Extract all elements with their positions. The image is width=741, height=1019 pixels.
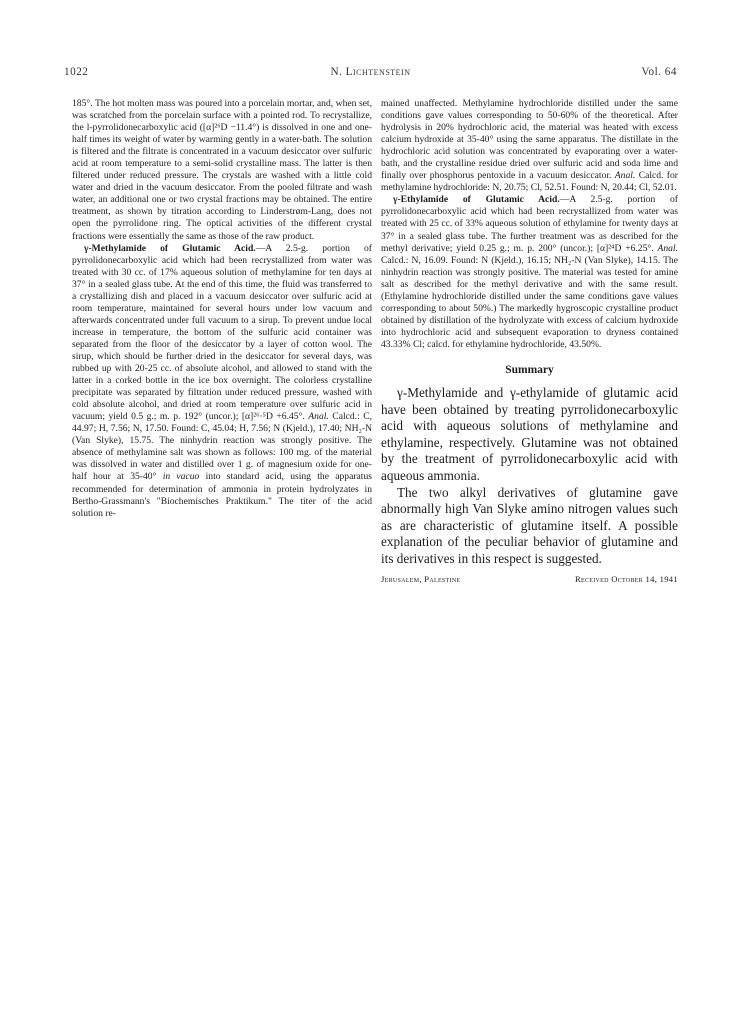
page-number: 1022	[64, 66, 89, 78]
methylamide-text-c: into standard acid, using the apparatus recommended for determination of ammonia in protein hydrolyzates in Bertho-Grassmann's "Biochemisches Praktikum." The titer of the acid solution re-	[72, 471, 372, 519]
methylamide-text-a: —A 2.5-g. portion of pyrrolidonecarboxylic acid which had been recrystallized from water was treated with 30 cc. of 17% aqueous solution of methylamine for ten days at 37° in a sealed glass tube. At the end of this time, the fluid was transferred to a crystallizing dish and placed in a vacuum desiccator over sulfuric acid at room temperature, maintained for several hours under low vacuum and afterwards concentrated under full vacuum to a sirup. To prevent undue local increase in temperature, the bottom of the sulfuric acid container was separated from the floor of the desiccator by a layer of cotton wool. The sirup, which should be further dried in the desiccator for several days, was rubbed up with 20-25 cc. of absolute alcohol, and allowed to stand with the latter in a corked bottle in the ice box overnight. The colorless crystalline precipitate was separated by filtration under reduced pressure, washed with cold absolute alcohol, and dried at room temperature over sulfuric acid in vacuum; yield 0.5 g.; m. p. 192° (uncor.); [α]²⁶·⁵D +6.45°.	[72, 242, 372, 423]
left-column	[72, 98, 372, 520]
article-footer	[381, 574, 678, 586]
running-header	[64, 66, 677, 80]
methylamide-paragraph	[72, 243, 372, 520]
ethylamide-heading: γ-Ethylamide of Glutamic Acid.	[393, 194, 560, 206]
methylamide-text-b: Calcd.: C, 44.97; H, 7.56; N, 17.50. Found: C, 45.04; H, 7.56; N (Kjeld.), 17.40; NH₂-N (Van Slyke), 15.75. The ninhydrin reaction was strongly positive. The absence of methylamine salt was shown as follows: 100 mg. of the material was dissolved in water and distilled over 1 g. of magnesium oxide for one-half hour at 35-40°	[72, 411, 372, 483]
summary-paragraph-2: The two alkyl derivatives of glutamine gave abnormally high Van Slyke amino nitrogen values such as are characteristic of glutamine itself. A possible explanation of the peculiar behavior of glutamine and its derivatives in this respect is suggested.	[381, 484, 678, 566]
right-column	[381, 98, 678, 586]
volume-number: Vol. 64	[641, 66, 677, 78]
continuation-text-a: mained unaffected. Methylamine hydrochloride distilled under the same conditions gave values corresponding to 50-60% of the theoretical. After hydrolysis in 20% hydrochloric acid, the material was heated with excess calcium hydroxide at 35-40° using the same apparatus. The distillate in the hydrochloric acid solution was concentrated by evaporating over a water-bath, and the crystalline residue dried over sulfuric acid and soda lime and finally over phosphorus pentoxide in a vacuum desiccator.	[381, 98, 678, 182]
ethylamide-text-a: —A 2.5-g. portion of pyrrolidonecarboxylic acid which had been recrystallized from water was treated with 25 cc. of 33% aqueous solution of ethylamine for twenty days at 37° in a sealed glass tube. The further treatment was as described for the methyl derivative; yield 0.25 g.; m. p. 200° (uncor.); [α]²⁴D +6.25°.	[381, 194, 678, 254]
methylamide-anal-label: Anal.	[308, 411, 329, 423]
methylamide-heading: γ-Methylamide of Glutamic Acid.	[84, 242, 256, 254]
summary-paragraph-1: γ-Methylamide and γ-ethylamide of glutamic acid have been obtained by treating pyrrolidonecarboxylic acid with aqueous solutions of methylamine and ethylamine, respectively. Glutamine was not obtained by the treatment of pyrrolidonecarboxylic acid with aqueous ammonia.	[381, 384, 678, 483]
continuation-text-b: Calcd. for methylamine hydrochloride: N, 20.75; Cl, 52.51. Found: N, 20.44; Cl, 52.01.	[381, 170, 678, 194]
continuation-anal-label: Anal.	[614, 170, 636, 182]
footer-received-date: Received October 14, 1941	[574, 573, 678, 584]
recrystallization-paragraph: 185°. The hot molten mass was poured into a porcelain mortar, and, when set, was scratched from the porcelain surface with a pointed rod. To recrystallize, the l-pyrrolidonecarboxylic acid ([α]²⁶D −11.4°) is dissolved in one and one-half times its weight of water by warming gently in a water-bath. The solution is filtered and the filtrate is concentrated in a vacuum desiccator over sulfuric acid at room temperature to a semi-solid crystalline mass. The latter is then filtered under reduced pressure. The crystals are washed with a little cold water and dried in the vacuum desiccator. From the pooled filtrate and wash water, an additional one or two crystal fractions may be obtained. The entire treatment, as shown by titration according to Linderstrøm-Lang, does not open the pyrrolidone ring. The optical activities of the different crystal fractions were essentially the same as those of the raw product.	[72, 98, 372, 242]
ethylamide-anal-label: Anal.	[657, 242, 678, 254]
ethylamide-paragraph	[381, 194, 678, 351]
continuation-paragraph	[381, 98, 678, 194]
in-vacuo-term: in vacuo	[162, 471, 200, 483]
ethylamide-text-b: Calcd.: N, 16.09. Found: N (Kjeld.), 16.15; NH₂-N (Van Slyke), 14.15. The ninhydrin reaction was strongly positive. The material was tested for amine salt as described for the methyl derivative and with the same result. (Ethylamine hydrochloride distilled under the same conditions gave values corresponding to about 50%.) The markedly hygroscopic crystalline product obtained by distillation of the hydrolyzate with excess of calcium hydroxide into hydrochloric acid and subsequent evaporation to dryness contained 43.33% Cl; calcd. for ethylamine hydrochloride, 43.50%.	[381, 254, 678, 350]
summary-heading: Summary	[505, 363, 554, 376]
footer-location: Jerusalem, Palestine	[381, 573, 461, 584]
running-author: N. Lichtenstein	[330, 66, 411, 78]
